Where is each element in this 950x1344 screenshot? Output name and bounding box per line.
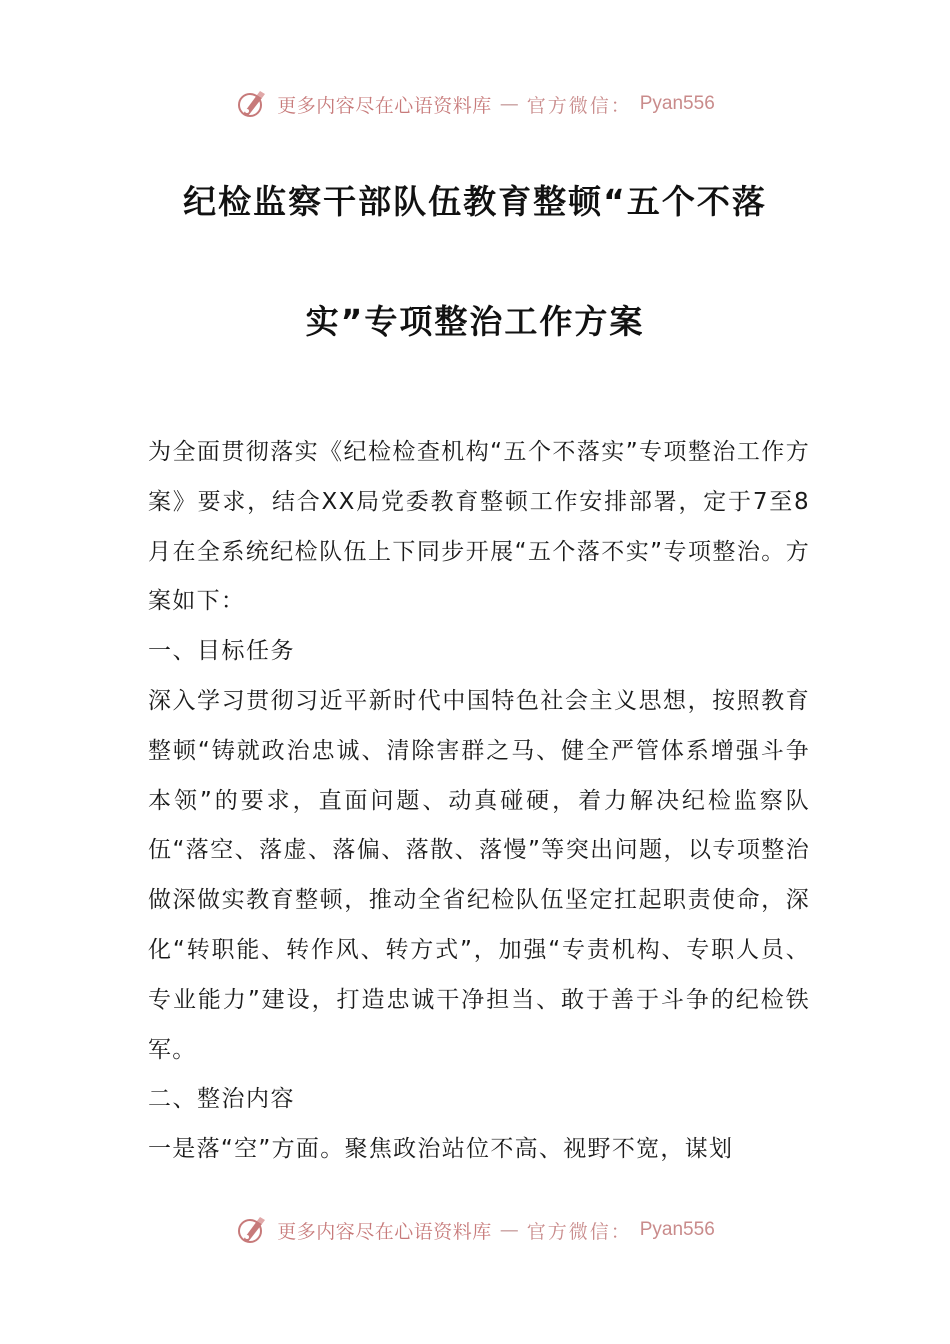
- document-title-line2: 实”专项整治工作方案: [305, 302, 645, 341]
- watermark-separator: —: [499, 1219, 519, 1241]
- watermark-main-text: 更多内容尽在心语资料库: [277, 94, 492, 117]
- watermark-footer: [0, 1210, 950, 1250]
- watermark-wechat-label: 官方微信：: [526, 1220, 632, 1243]
- watermark-header: [0, 84, 950, 124]
- section-heading-goals: 一、目标任务: [148, 638, 295, 665]
- pen-nib-logo-icon: [235, 87, 269, 121]
- document-title-line1: 纪检监察干部队伍教育整顿“五个不落: [183, 182, 767, 221]
- goals-paragraph: 深入学习贯彻习近平新时代中国特色社会主义思想，按照教育整顿“铸就政治忠诚、清除害群之马、健全严管体系增强斗争本领”的要求，直面问题、动真碰硬，着力解决纪检监察队伍“落空、落虚、落偏、落散、落慢”等突出问题，以专项整治做深做实教育整顿，推动全省纪检队伍坚定扛起职责使命，深化“转职能、转作风、转方式”，加强“专责机构、专职人员、专业能力”建设，打造忠诚干净担当、敢于善于斗争的纪检铁军。: [148, 687, 810, 1063]
- section-heading-content: 二、整治内容: [148, 1086, 295, 1113]
- pen-nib-logo-icon: [235, 1213, 269, 1247]
- content-paragraph: 一是落“空”方面。聚焦政治站位不高、视野不宽，谋划: [148, 1136, 734, 1163]
- watermark-wechat-label: 官方微信：: [526, 94, 632, 117]
- watermark-separator: —: [499, 93, 519, 115]
- watermark-main-text: 更多内容尽在心语资料库: [277, 1220, 492, 1243]
- watermark-wechat-id: Pyan556: [639, 93, 715, 114]
- watermark-wechat-id: Pyan556: [639, 1219, 715, 1240]
- document-body: [148, 428, 810, 1175]
- intro-paragraph: 为全面贯彻落实《纪检检查机构“五个不落实”专项整治工作方案》要求，结合XX局党委教育整顿工作安排部署，定于7至8月在全系统纪检队伍上下同步开展“五个落不实”专项整治。方案如下：: [148, 439, 810, 615]
